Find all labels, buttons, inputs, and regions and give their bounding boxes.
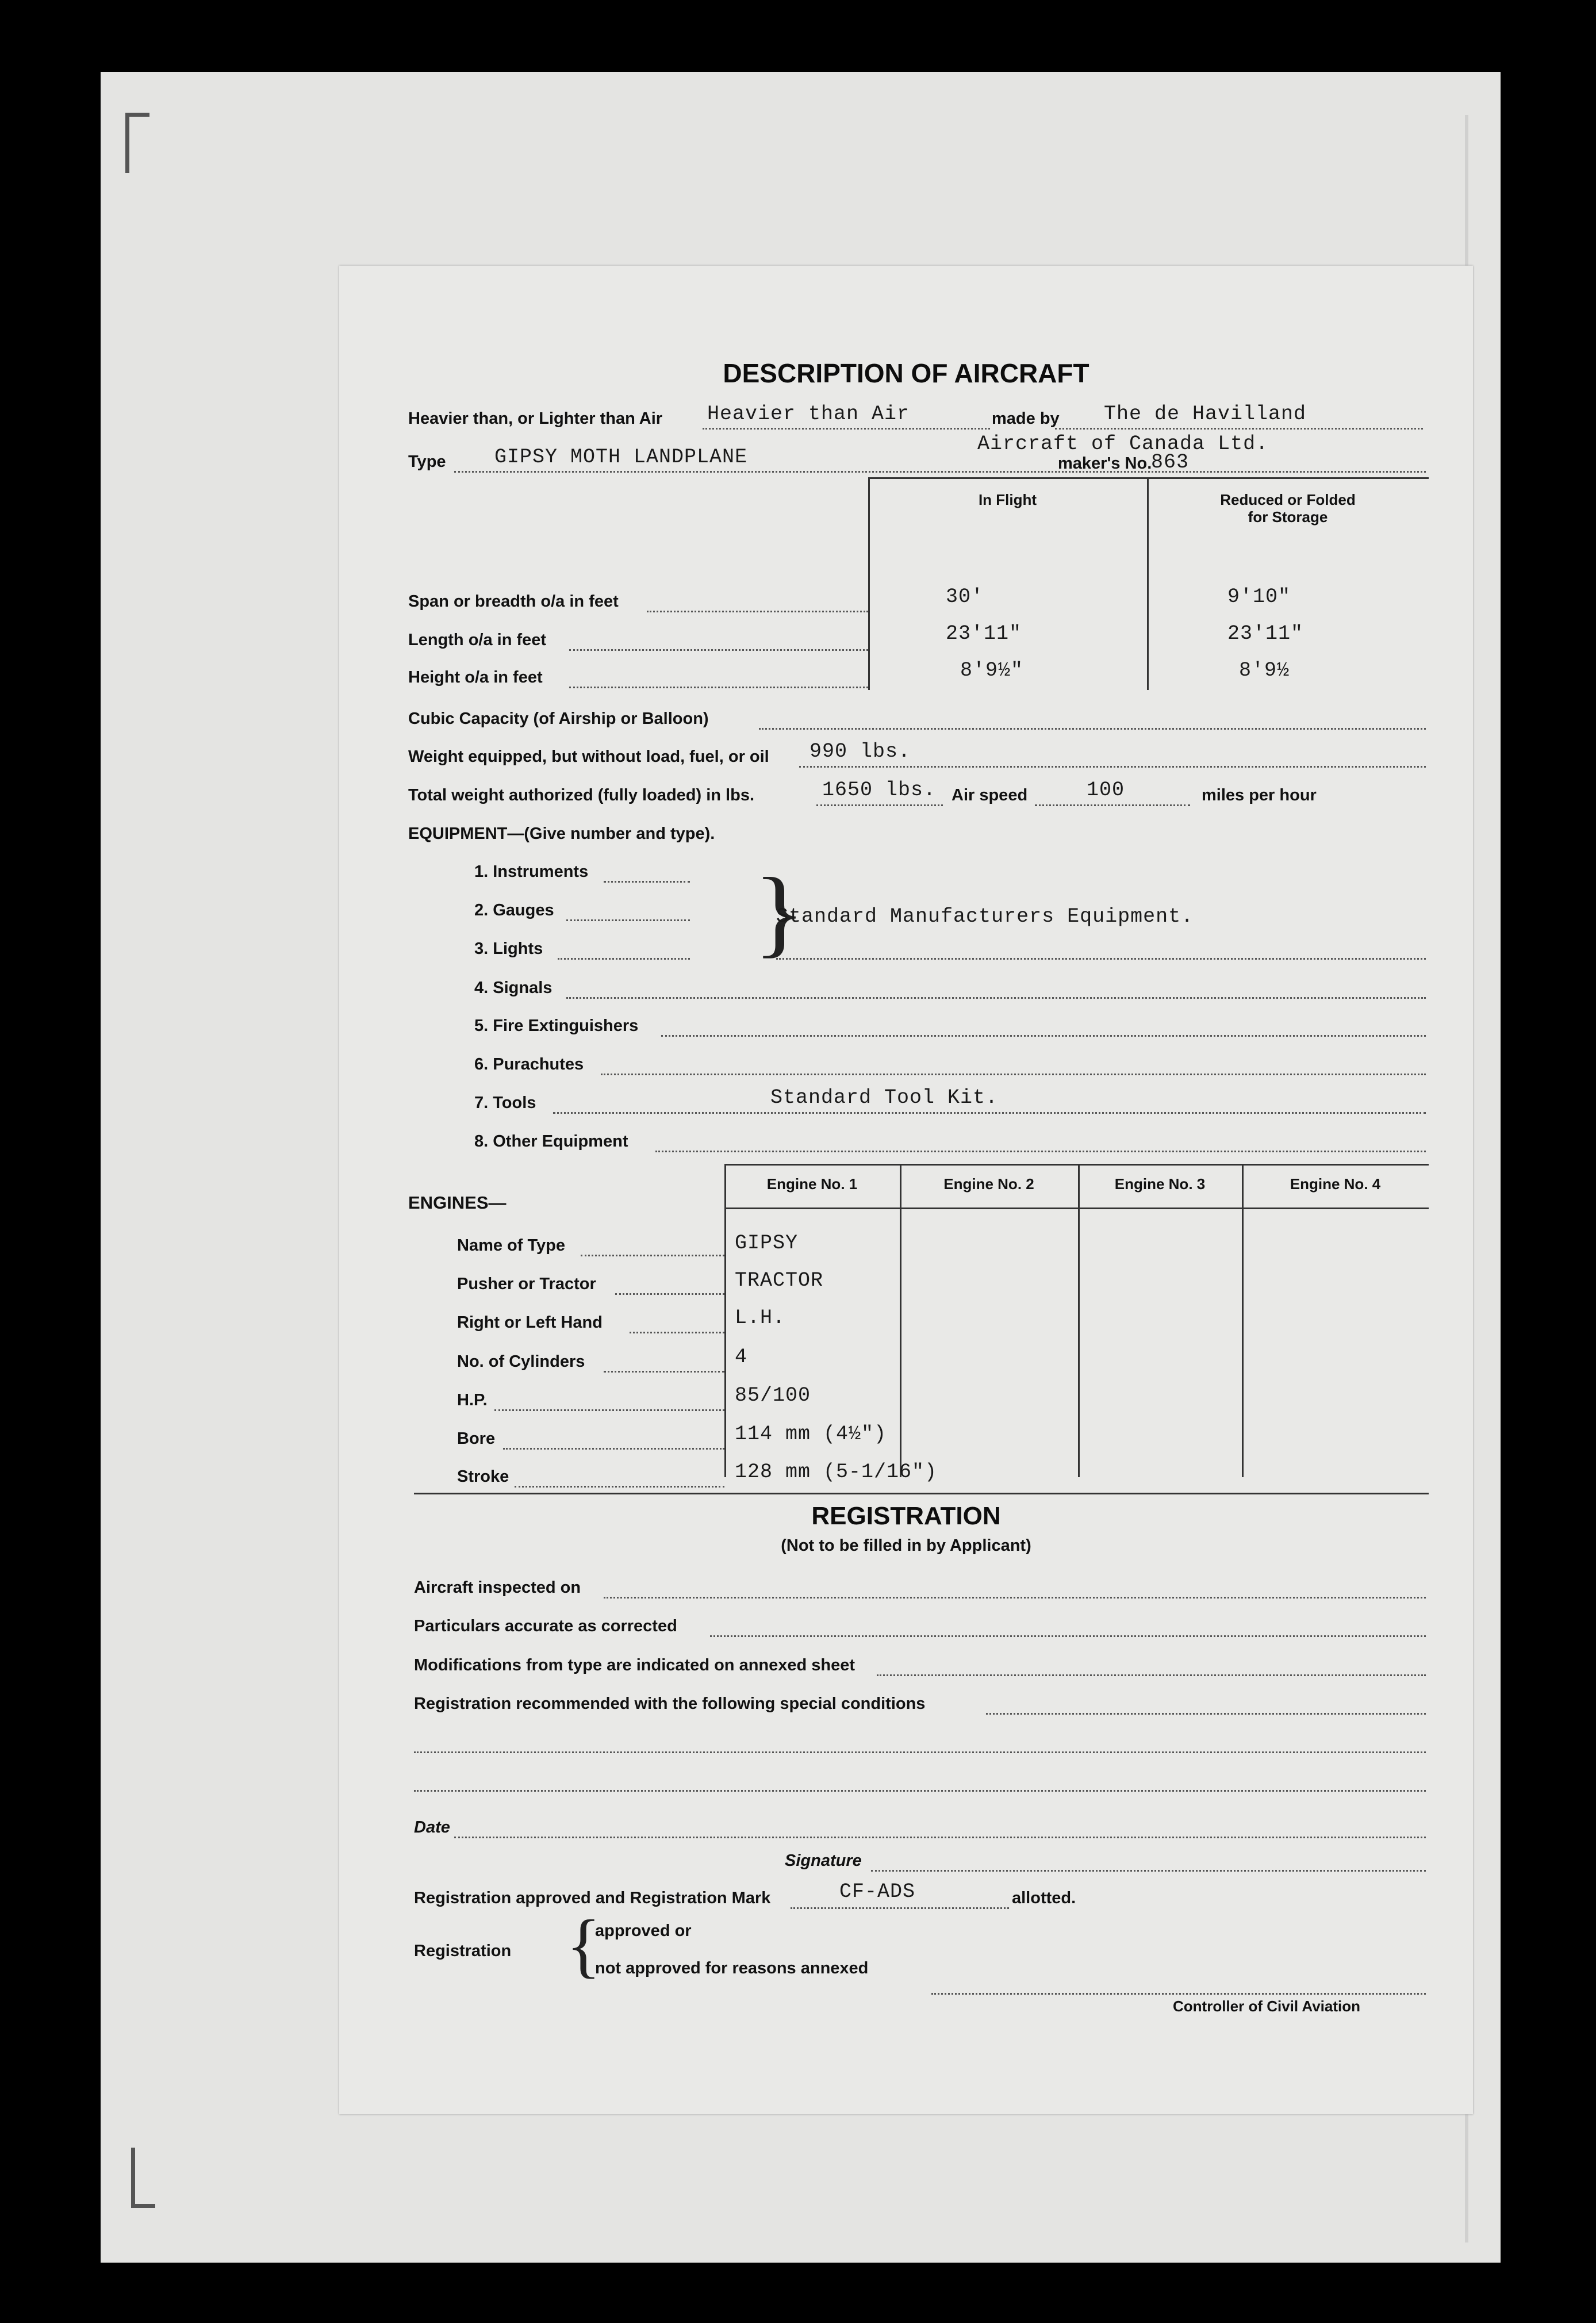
col-folded-2: for Storage [1248, 508, 1328, 526]
crop-mark-top-left [125, 113, 129, 173]
length-in-flight: 23'11" [946, 622, 1022, 645]
reg-modifications-label: Modifications from type are indicated on annexed sheet [414, 1656, 855, 1674]
equip-other: 8. Other Equipment [474, 1132, 628, 1151]
airspeed-unit: miles per hour [1202, 786, 1317, 804]
weight-equipped-line [799, 766, 1426, 768]
heavier-value: Heavier than Air [707, 402, 910, 425]
engine-col-2: Engine No. 2 [943, 1175, 1034, 1193]
length-line [569, 649, 868, 651]
equip-signals: 4. Signals [474, 979, 553, 997]
cubic-capacity-line [759, 728, 1426, 730]
cubic-capacity-label: Cubic Capacity (of Airship or Balloon) [408, 710, 709, 728]
engine-1-stroke: 128 mm (5-1/16") [735, 1460, 938, 1483]
crop-mark-top-left-h [125, 113, 149, 117]
reg-inspected-label: Aircraft inspected on [414, 1578, 581, 1597]
made-by-line [1055, 428, 1423, 430]
engine-row-label-bore: Bore [457, 1429, 496, 1448]
span-in-flight: 30' [946, 585, 984, 608]
reg-signature-label: Signature [785, 1851, 862, 1870]
reg-conditions-line-2 [414, 1790, 1426, 1792]
total-weight-label: Total weight authorized (fully loaded) in lbs. [408, 786, 755, 804]
equip-fire-line [661, 1035, 1426, 1037]
engine-row-line-name [581, 1255, 724, 1256]
equip-parachutes-line [601, 1074, 1426, 1075]
reg-not-approved-label: not approved for reasons annexed [595, 1959, 869, 1977]
height-folded: 8'9½ [1239, 659, 1290, 682]
engine-1-name: GIPSY [735, 1232, 799, 1255]
registration-heading: REGISTRATION [811, 1502, 1001, 1530]
reg-date-line [454, 1837, 1426, 1838]
height-label: Height o/a in feet [408, 668, 543, 687]
reg-mark-line [791, 1907, 1009, 1909]
eng-divider-2 [900, 1164, 901, 1477]
reg-inspected-line [604, 1597, 1426, 1598]
reg-date-label: Date [414, 1818, 450, 1837]
equipment-heading: EQUIPMENT—(Give number and type). [408, 825, 715, 843]
reg-particulars-label: Particulars accurate as corrected [414, 1617, 677, 1635]
controller-signature-line [931, 1993, 1426, 1995]
heavier-label: Heavier than, or Lighter than Air [408, 409, 663, 428]
span-label: Span or breadth o/a in feet [408, 592, 619, 611]
total-weight-line [816, 804, 943, 806]
type-value: GIPSY MOTH LANDPLANE [494, 446, 748, 469]
airspeed-line [1035, 804, 1190, 806]
weight-equipped-value: 990 lbs. [809, 740, 911, 763]
equip-gauges-line [566, 919, 690, 921]
total-weight-value: 1650 lbs. [822, 779, 937, 802]
bleed-through-text [512, 519, 525, 565]
engine-row-line-cylinders [604, 1371, 724, 1373]
engine-row-label-hand: Right or Left Hand [457, 1313, 603, 1332]
col-in-flight: In Flight [978, 491, 1037, 508]
span-folded: 9'10" [1227, 585, 1291, 608]
engine-row-label-stroke: Stroke [457, 1467, 509, 1486]
equip-gauges: 2. Gauges [474, 901, 554, 919]
equip-signals-line [566, 997, 1426, 999]
type-line [454, 471, 1426, 473]
engines-table-top [724, 1164, 1429, 1166]
length-folded: 23'11" [1227, 622, 1304, 645]
crop-mark-bottom-left [131, 2148, 135, 2208]
engine-col-1: Engine No. 1 [766, 1175, 858, 1193]
airspeed-value: 100 [1087, 779, 1125, 802]
crop-mark-bottom-left-h [131, 2204, 155, 2208]
makers-no-label: maker's No. [1058, 454, 1152, 473]
equip-lights-line [558, 958, 690, 960]
reg-allotted-label: allotted. [1012, 1889, 1076, 1907]
engine-col-3: Engine No. 3 [1114, 1175, 1206, 1193]
form-sheet [339, 266, 1473, 2114]
reg-recommended-label: Registration recommended with the following special conditions [414, 1695, 926, 1713]
made-by-value-2: Aircraft of Canada Ltd. [977, 432, 1269, 455]
reg-brace: { [566, 1906, 601, 1985]
length-label: Length o/a in feet [408, 631, 547, 649]
engine-row-label-cylinders: No. of Cylinders [457, 1352, 585, 1371]
engines-heading: ENGINES— [408, 1193, 507, 1213]
equip-fire-extinguishers: 5. Fire Extinguishers [474, 1017, 639, 1035]
eng-divider-3 [1078, 1164, 1080, 1477]
engine-1-cylinders: 4 [735, 1346, 748, 1368]
col-folded-1: Reduced or Folded [1220, 491, 1356, 508]
equip-instruments: 1. Instruments [474, 862, 589, 881]
engines-header-rule [724, 1208, 1429, 1209]
standard-equipment-value: Standard Manufacturers Equipment. [776, 905, 1194, 928]
engine-row-label-hp: H.P. [457, 1391, 488, 1409]
engine-row-line-stroke [515, 1486, 724, 1488]
type-label: Type [408, 453, 446, 471]
dim-divider-1 [868, 477, 870, 690]
engine-row-line-hp [494, 1409, 724, 1411]
height-in-flight: 8'9½" [960, 659, 1024, 682]
engine-row-label-pusher: Pusher or Tractor [457, 1275, 596, 1293]
made-by-label: made by [992, 409, 1060, 428]
engine-1-bore: 114 mm (4½") [735, 1423, 887, 1446]
equip-instruments-line [604, 881, 690, 883]
reg-registration-label: Registration [414, 1942, 512, 1960]
engine-col-4: Engine No. 4 [1290, 1175, 1381, 1193]
equip-lights: 3. Lights [474, 940, 543, 958]
eng-divider-1 [724, 1164, 726, 1477]
equipment-brace: } [753, 858, 806, 967]
reg-approved-label: approved or [595, 1922, 692, 1940]
heavier-line [703, 428, 990, 430]
reg-mark-value: CF-ADS [839, 1880, 916, 1903]
reg-modifications-line [877, 1674, 1426, 1676]
eng-divider-4 [1242, 1164, 1244, 1477]
height-line [569, 687, 868, 688]
weight-equipped-label: Weight equipped, but without load, fuel, or oil [408, 747, 769, 766]
airspeed-label: Air speed [952, 786, 1028, 804]
tools-value: Standard Tool Kit. [770, 1086, 999, 1109]
engine-1-hand: L.H. [735, 1306, 786, 1329]
controller-label: Controller of Civil Aviation [1173, 1998, 1360, 2015]
page-title: DESCRIPTION OF AIRCRAFT [723, 358, 1089, 388]
engine-row-line-bore [503, 1448, 724, 1450]
span-line [647, 611, 868, 612]
makers-no-value: 863 [1151, 451, 1190, 474]
reg-particulars-line [710, 1635, 1426, 1637]
reg-signature-line [871, 1870, 1426, 1872]
reg-mark-label: Registration approved and Registration Mark [414, 1889, 771, 1907]
registration-subheading: (Not to be filled in by Applicant) [781, 1536, 1031, 1555]
engine-row-line-hand [630, 1332, 724, 1333]
reg-recommended-line [986, 1713, 1426, 1715]
reg-conditions-line-1 [414, 1751, 1426, 1753]
equip-parachutes: 6. Purachutes [474, 1055, 584, 1074]
standard-equipment-line [776, 958, 1426, 960]
equip-other-line [655, 1151, 1426, 1152]
equip-tools: 7. Tools [474, 1094, 536, 1112]
made-by-value-1: The de Havilland [1104, 402, 1307, 425]
engine-1-hp: 85/100 [735, 1384, 811, 1407]
engine-row-label-name: Name of Type [457, 1236, 566, 1255]
engine-row-line-pusher [615, 1293, 724, 1295]
equip-tools-line [553, 1112, 1426, 1114]
engines-table-bottom [414, 1493, 1429, 1494]
engine-1-pusher: TRACTOR [735, 1269, 824, 1292]
